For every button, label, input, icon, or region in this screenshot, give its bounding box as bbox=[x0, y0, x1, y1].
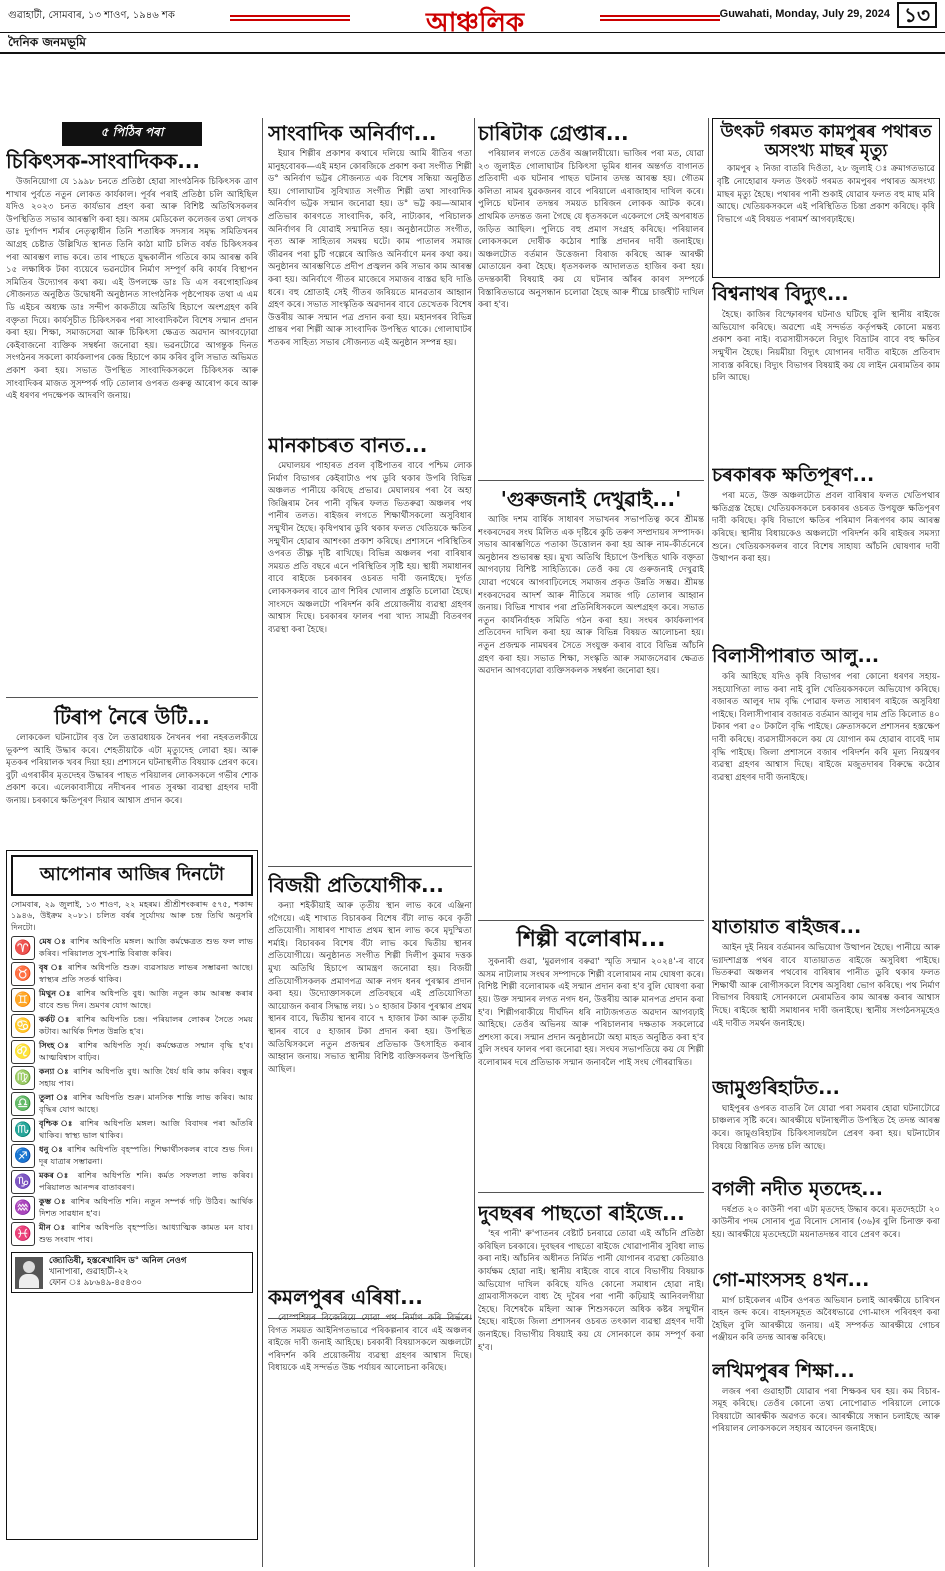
manakachar-headline: মানকাচৰত বানত... bbox=[268, 433, 428, 457]
zodiac-sign-icon: ♓ bbox=[11, 1222, 35, 1246]
divider bbox=[268, 1318, 472, 1319]
masthead-date-assamese: গুৱাহাটী, সোমবাৰ, ১৩ শাওণ, ১৯৪৬ শক bbox=[8, 10, 175, 21]
zodiac-prediction: ৰাশিৰ অধিপতি বুধ। আজি নতুন কাম আৰম্ভ কৰাৰ বাবে শুভ দিন। ভ্ৰমণৰ যোগ আছে। bbox=[39, 988, 253, 1010]
horoscope-list bbox=[11, 936, 253, 1246]
chakarak-headline: চৰকাৰক ক্ষতিপূৰণ... bbox=[712, 464, 875, 487]
zodiac-sign-icon: ♋ bbox=[11, 1014, 35, 1038]
sangbadik-article-body: ইয়াৰ শিল্পীৰ প্ৰকাশৰ কথাৰে দলিয়ে আমি ৰীতিৰ গতা মানুহবোৰক—এই মহান কোৰজিকে প্ৰকাশ কৰা সংগীত শিল্পী ড° অনিৰ্বাণ ভট্টৰ সৌজন্যত এক বিশেষ সন্ধিয়া অনুষ্ঠিত হয়। গোলাঘাটৰ সুবিখ্যাত সংগীত শিল্পী তথা সাংবাদিক অনিৰ্বাণ ভট্টক সন্মান জনোৱা হয়। ড° ভট্ট কয়—আমাৰ প্ৰতিভাৰ কাৰণতে সাংবাদিক, কবি, নাট্যকাৰ, পৰিচালক অনিৰ্বাণৰ বি যোৱাই সন্মানিত হয়। অনুষ্ঠানটোত সংগীত, নৃত্য আৰু সাহিত্যৰ সমন্বয় ঘটে। কাম পাতালৰ সমাজ জীৱনৰ পৰা চুটি গল্পেৰে আজিও অনিৰ্বাণে মনৰ কথা কয়। অনুষ্ঠানৰ আৰম্ভণিতে প্ৰদীপ প্ৰজ্বলন কৰি সভাৰ কাম আৰম্ভ কৰা হয়। অনিৰ্বাণে গীতৰ মাজেৰে সমাজৰ বাস্তৱ ছবি দাঙি ধৰে। বহু শ্ৰোতাই সেই গীতৰ জৰিয়তে মানৱতাৰ আহ্বান গ্ৰহণ কৰে। সভাত সাংস্কৃতিক অৱদানৰ বাবে তেখেতক বিশেষ উত্তৰীয় আৰু সন্মান পত্ৰ প্ৰদান কৰা হয়। মহানগৰৰ বিভিন্ন প্ৰান্তৰ পৰা শিল্পী আৰু সাংবাদিক উপস্থিত থাকে। গোলাঘাটৰ শতকৰ সাহিত্য সভাৰ সৌজন্যত এই অনুষ্ঠান সম্পন্ন হয়। bbox=[268, 149, 472, 348]
bijayi-article-body: কন্যা শইকীয়াই আৰু তৃতীয় স্থান লাভ কৰে এঞ্জিনা গগৈয়ে। এই শাখাত বিচাৰকৰ বিশেষ বঁটা লাভ কৰে কৃতী প্ৰতিযোগী। সাধাৰণ শাখাত প্ৰথম স্থান লাভ কৰে মৃদুস্মিতা শৰ্মাই। বিচাৰকৰ বিশেষ বঁটা লাভ কৰে দ্বিতীয় স্থানৰ প্ৰতিযোগীয়ে। অনুষ্ঠানত সংগীত শিল্পী দিলীপ কুমাৰ দত্তক মুখ্য অতিথি হিচাপে আমন্ত্ৰণ জনোৱা হয়। বিজয়ী প্ৰতিযোগীসকলক প্ৰমাণপত্ৰ আৰু নগদ ধনৰ পুৰস্কাৰ প্ৰদান কৰা হয়। উদ্যোক্তাসকলে প্ৰতিবছৰে এই প্ৰতিযোগিতা আয়োজন কৰাৰ সিদ্ধান্ত লয়। ১০ হাজাৰ টকাৰ পুৰস্কাৰ প্ৰথম স্থানৰ বাবে, দ্বিতীয় স্থানৰ বাবে ৭ হাজাৰ টকা আৰু তৃতীয় স্থানৰ বাবে ৫ হাজাৰ টকা প্ৰদান কৰা হয়। উপস্থিত অতিথিসকলে নতুন প্ৰজন্মৰ প্ৰতিভাক উৎসাহিত কৰাৰ আহ্বান জনায়। সভাত স্থানীয় বিশিষ্ট ব্যক্তিসকলৰ উপস্থিতি আছিল। bbox=[268, 901, 472, 1075]
horoscope-text bbox=[39, 988, 253, 1012]
gurujanai-article-body: আজি দশম বাৰ্ষিক সাধাৰণ সভাখনৰ সভাপতিত্ব কৰে শ্ৰীমন্ত শংকৰদেৱৰ সংঘ মিলিত এক দৃষ্টিৰে কুচি তৰুণ সম্প্ৰদায়ৰ সম্পাদক। সভাৰ আৰম্ভণিতে পতাকা উত্তোলন কৰা হয় আৰু নাম-কীৰ্তনেৰে অনুষ্ঠানৰ শুভাৰম্ভ হয়। মুখ্য অতিথি হিচাপে উপস্থিত থাকি বক্তৃতা আগবঢ়ায় বিশিষ্ট সাহিত্যিকে। তেওঁ কয় যে গুৰুজনাই দেখুৱাই যোৱা পথেৰে আগবাঢ়িলেহে সমাজৰ প্ৰকৃত উন্নতি সম্ভৱ। শ্ৰীমন্ত শংকৰদেৱৰ আদৰ্শ আৰু নীতিৰে সমাজ গঢ়ি তোলাৰ আহ্বান জনায়। বিভিন্ন শাখাৰ পৰা প্ৰতিনিধিসকলে অংশগ্ৰহণ কৰে। সভাত নতুন কাৰ্যনিৰ্বাহক সমিতি গঠন কৰা হয়। সংঘৰ কাৰ্যকলাপৰ প্ৰতিবেদন দাখিল কৰা হয় আৰু বিভিন্ন বিষয়ত আলোচনা হয়। নতুন প্ৰজন্মক নামঘৰৰ সৈতে সংযুক্ত কৰাৰ বাবে বিভিন্ন আঁচনি গ্ৰহণ কৰা হয়। সভাত শিক্ষা, সংস্কৃতি আৰু সমাজসেৱাৰ ক্ষেত্ৰত অৱদান আগবঢ়োৱা ব্যক্তিসকলক সম্বৰ্ধনা জনোৱা হয়। bbox=[478, 515, 704, 677]
bishwanath-headline: বিশ্বনাথৰ বিদ্যুৎ... bbox=[712, 283, 849, 306]
zodiac-sign-name: বৃশ্চিক ঃ bbox=[39, 1118, 75, 1129]
zodiac-prediction: ৰাশিৰ অধিপতি বৃহস্পতি। আধ্যাত্মিক কামত মন যাব। শুভ সংবাদ পাব। bbox=[39, 1222, 254, 1244]
horoscope-item bbox=[11, 1196, 253, 1220]
masthead-rule-right bbox=[600, 15, 720, 21]
zodiac-sign-name: সিংহ ঃ bbox=[39, 1040, 73, 1051]
zodiac-sign-icon: ♐ bbox=[11, 1144, 35, 1168]
horoscope-box bbox=[6, 850, 258, 1540]
zodiac-prediction: ৰাশিৰ অধিপতি বৃহস্পতি। শিক্ষাৰ্থীসকলৰ বাবে শুভ দিন। দূৰ যাত্ৰাৰ সম্ভাৱনা। bbox=[39, 1144, 253, 1166]
doctor-article-body: উজনিয়োগা যে ১৯৯৮ চনতে প্ৰতিষ্ঠা হোৱা সাংগঠনিক চিকিৎসক ত্ৰাণ শাখাৰ পুৰ্বতে নতুন লোকত কাৰ্যকাল। পূৰ্বৰ পৰাই প্ৰতিষ্ঠা চলি আহিছিল যদিও ২০২৩ চনত কাৰ্যভাৰ প্ৰহণ কৰা আৰু বিশিষ্ট অতিথিসকলৰ উপস্থিতিত সভাৰ আৰম্ভণি কৰা হয়। অসম মেডিকেল কলেজৰ তথা লেখক ডাঃ দুৰ্গাপদ শৰ্মাৰ নেতৃত্বাধীন তিনি শতাধিক সদস্যৰ সমৃদ্ধ সমিতিখনৰ আগ্ৰহ চেষ্টাত উল্লিখিত স্থানত তিনি কাঠা মাটি চলিত বৰ্ষত চিকিৎসকৰ পৰা আৰম্ভণ লাভ কৰে। তাৰ পাছতে যুদ্ধকালীন গতিৰে কাম আৰম্ভ কৰি ১৫ লক্ষাধিক টকা ব্যয়েৰে ভৱনটোৰ নিৰ্মাণ সম্পূৰ্ণ কৰি কাৰ্যৰ বিস্থাপন সমিতিৰ উদ্যোগৰ কথা কয়। এই উপলক্ষে ডাঃ ডি এস বৰগোহাঞিৰ সৌজন্যত অনুষ্ঠিত উদ্বোধনী অনুষ্ঠানত সাংগঠনিক পৃষ্ঠপোষক তথা এ এম ডি এইচৰ অধ্যক্ষ ডাঃ সন্দীপ কাকতীয়ে অতিথি হিচাপে অংশগ্ৰহণ কৰি বক্তৃতা দিয়ে। কাৰ্যসূচীত চিকিৎসকৰ পৰা সাংবাদিকলৈ বিশেষ সন্মান প্ৰদান কৰা হয়। শিক্ষা, সমাজসেৱা আৰু চিকিৎসা ক্ষেত্ৰত অৱদান আগবঢ়োৱা কেইবাজনো ব্যক্তিক সম্বৰ্ধনা জনোৱা হয়। ভৱনটোৱে আগন্তুক দিনত সংগঠনৰ সকলো কাৰ্যকলাপৰ কেন্দ্ৰ হিচাপে কাম কৰিব বুলি সভাত অভিমত প্ৰকাশ কৰা হয়। সভাত উপস্থিত সাংবাদিকসকলে চিকিৎসক আৰু সাংবাদিকৰ মাজত সুসম্পৰ্ক গঢ়ি তোলাৰ ওপৰত গুৰুত্ব আৰোপ কৰে আৰু এই ধৰণৰ পদক্ষেপক আদৰণি জনায়। bbox=[6, 177, 258, 402]
masthead-bottom-rule bbox=[0, 52, 945, 54]
column-divider bbox=[708, 118, 709, 1567]
horoscope-item bbox=[11, 1040, 253, 1064]
lakhimpur-article-body: লজৰ পৰা গুৱাহাটী যোৱাৰ পৰা শিক্ষকৰ ঘৰ হয়। কম বিচাৰ-সমূহ কৰিছে। তেওঁৰ কোনো তথ্য নোপোৱাত পৰিয়ালে লোকে বিষয়াটো আৰক্ষীক অৱগত কৰে। আৰক্ষীয়ে সন্ধান চলাইছে আৰু পৰিয়ালৰ লোকসকলে সহায়ৰ আবেদন জনাইছে। bbox=[712, 1386, 940, 1435]
sangbadik-headline: সাংবাদিক অনিৰ্বাণ... bbox=[268, 122, 437, 145]
zodiac-sign-icon: ♒ bbox=[11, 1196, 35, 1220]
left-column bbox=[6, 122, 258, 1567]
horoscope-text bbox=[39, 1170, 253, 1194]
chakarak-article-body: পৰা মতে, উক্ত অঞ্চলটোত প্ৰবল বাৰিষাৰ ফলত খেতিপথাৰ ক্ষতিগ্ৰস্ত হৈছে। খেতিয়কসকলে চৰকাৰৰ ওচৰত উপযুক্ত ক্ষতিপূৰণ দাবী কৰিছে। কৃষি বিভাগে ক্ষতিৰ পৰিমাণ নিৰূপণৰ কাম আৰম্ভ কৰিছে। স্থানীয় বিধায়কেও অঞ্চলটো পৰিদৰ্শন কৰি ৰাইজৰ সমস্যা শুনে। খেতিয়কসকলৰ বাবে বিশেষ সাহায্য আঁচনি ঘোষণাৰ দাবী উত্থাপন কৰা হয়। bbox=[712, 491, 940, 565]
masthead bbox=[0, 0, 945, 60]
bijayi-headline: বিজয়ী প্ৰতিযোগীক... bbox=[268, 873, 444, 897]
zodiac-sign-name: মেষ ঃ bbox=[39, 936, 67, 947]
horoscope-text bbox=[39, 962, 253, 986]
zodiac-prediction: ৰাশিৰ অধিপতি বুধ। আজি ধৈৰ্য ধৰি কাম কৰিব। বন্ধুৰ সহায় পাব। bbox=[39, 1066, 253, 1088]
zodiac-prediction: ৰাশিৰ অধিপতি মঙ্গল। আজি বিবাদৰ পৰা আঁতৰি থাকিব। স্বাস্থ্য ভাল থাকিব। bbox=[39, 1118, 253, 1140]
masthead-divider bbox=[0, 32, 945, 33]
dubchhar-article-body: 'হৰ পানী' ৰু'পাতনৰ বেষ্টাৰ্ট চনৰাৱে তোৱা এই আঁচনি প্ৰতিষ্ঠা কৰিছিল চৰকাৰে। দুবছৰৰ পাছতো ৰাইজে খোৱাপানীৰ সুবিধা লাভ কৰা নাই। আঁচনিৰ অধীনত নিৰ্মিত পানী যোগানৰ ব্যৱস্থা কেতিয়াও কাৰ্যক্ষম হোৱা নাই। স্থানীয় ৰাইজে বাৰে বাৰে বিভাগীয় বিষয়াক অভিযোগ দাখিল কৰিছে যদিও কোনো সমাধান হোৱা নাই। গ্ৰামবাসীসকলে বাধ্য হৈ দূৰৈৰ পৰা পানী কঢ়িয়াই আনিবলগীয়া হৈছে। বিশেষকৈ মহিলা আৰু শিশুসকলে অধিক কষ্টৰ সন্মুখীন হৈছে। ৰাইজে জিলা প্ৰশাসনৰ ওচৰত তৎকাল ব্যৱস্থা গ্ৰহণৰ দাবী জনাইছে। বিভাগীয় বিষয়াই কয় যে সোনকালে কাম সম্পূৰ্ণ কৰা হ'ব। bbox=[478, 1229, 704, 1353]
gomangsha-headline: গো-মাংসসহ ৪খন... bbox=[712, 1268, 870, 1291]
charitak-headline: চাৰিটাক গ্ৰেপ্তাৰ... bbox=[478, 122, 629, 145]
gomangsha-article-body: মাৰ্গ চাইকেলৰ এটিৰ ওপৰত অভিযান চলাই আৰক্ষীয়ে চাৰিখন বাহন জব্দ কৰে। বাহনসমূহত অবৈধভাৱে গো-মাংস পৰিবহণ কৰা হৈছিল বুলি আৰক্ষীয়ে জনায়। এই সম্পৰ্কত আৰক্ষীয়ে গোচৰ পঞ্জীয়ন কৰি তদন্ত আৰম্ভ কৰিছে। bbox=[712, 1295, 940, 1344]
jatayat-headline: যাতায়াত ৰাইজৰ... bbox=[712, 916, 862, 939]
doctor-headline: চিকিৎসক-সাংবাদিকক... bbox=[6, 149, 200, 173]
divider bbox=[478, 480, 704, 481]
zodiac-prediction: ৰাশিৰ অধিপতি মঙ্গল। আজি কৰ্মক্ষেত্ৰত শুভ ফল লাভ কৰিব। পৰিয়ালত সুখ-শান্তি বিৰাজ কৰিব। bbox=[39, 936, 253, 958]
zodiac-sign-icon: ♑ bbox=[11, 1170, 35, 1194]
charitak-article-body: পৰিয়ালৰ লগতে তেওঁৰ অঞ্জালয়ীয়ো। ভাজিৰ পৰা মত, যোৱা ২৩ জুলাইত গোলাঘাটৰ চিকিৎসা ভূমিৰ ধানৰ অন্তৰ্গত বাগানত প্ৰতিবাদী এক ঘটনাৰ পাছত ঘটনাৰ তদন্ত আৰম্ভ হয়। গৌতম কলিতা নামৰ যুৱকজনৰ বাবে পৰিয়ালে এৰাজাহাৰ দাখিল কৰে। পুলিচে ঘটনাৰ তদন্তৰ সময়ত চাৰিজন লোকক আটক কৰে। প্ৰাথমিক তদন্তত জনা গৈছে যে ধৃতসকলে একেলগে সেই অপৰাধত জড়িত আছিল। পুলিচে বহু প্ৰমাণ সংগ্ৰহ কৰিছে। পৰিয়ালৰ লোকসকলে দোষীক কঠোৰ শাস্তি প্ৰদানৰ দাবী জনাইছে। অঞ্চলটোত বৰ্তমান উত্তেজনা বিৰাজ কৰিছে আৰু আৰক্ষী মোতায়েন কৰা হৈছে। ধৃতসকলক আদালতত হাজিৰ কৰা হয়। তদন্তকাৰী বিষয়াই কয় যে ঘটনাৰ আঁৰৰ কাৰণ সম্পৰ্কে বিস্তাৰিতভাৱে অনুসন্ধান চলোৱা হৈছে আৰু শীঘ্ৰে চাৰ্জশ্বীট দাখিল কৰা হ'ব। bbox=[478, 149, 704, 311]
zodiac-prediction: ৰাশিৰ অধিপতি শনি। কৰ্মত সফলতা লাভ কৰিব। পৰিয়ালত আনন্দৰ বাতাবৰণ। bbox=[39, 1170, 254, 1192]
divider bbox=[268, 866, 472, 867]
horoscope-text bbox=[39, 1066, 253, 1090]
horoscope-text bbox=[39, 1222, 253, 1246]
gurujanai-headline: 'গুৰুজনাই দেখুৱাই...' bbox=[500, 487, 682, 511]
horoscope-text bbox=[39, 936, 253, 960]
utkat-box bbox=[712, 118, 940, 278]
horoscope-item bbox=[11, 1014, 253, 1038]
horoscope-intro: সোমবাৰ, ২৯ জুলাই, ১৩ শাওণ, ২২ মহৰম। শ্ৰীশ্ৰীশংকৰাব্দ ৫৭৫, শকাব্দ ১৯৪৬, উইক্ৰম ২০৮১। চলিত বৰ্ষৰ সূৰ্যোদয় আৰু চন্দ্ৰ তিথি অনুসৰি দিনটো। bbox=[11, 899, 253, 932]
horoscope-text bbox=[39, 1040, 253, 1064]
kamalpur-headline: কমলপুৰৰ এৰিষা... bbox=[268, 1285, 423, 1309]
zodiac-prediction: ৰাশিৰ অধিপতি সূৰ্য। কৰ্মক্ষেত্ৰত সন্মান বৃদ্ধি হ'ব। আত্মবিশ্বাস বাঢ়িব। bbox=[39, 1040, 253, 1062]
zodiac-sign-icon: ♊ bbox=[11, 988, 35, 1012]
jamugurihat-article-body: ঘাইপুৰৰ ওপৰত বাতৰি লৈ যোৱা পৰা সমবাৰ হোৱা ঘটনাটোৱে চাঞ্চল্যৰ সৃষ্টি কৰে। আৰক্ষীয়ে ঘটনাস্থলীত উপস্থিত হৈ তদন্ত আৰম্ভ কৰে। জামুগুৰিহাটৰ চিকিৎসালয়লৈ প্ৰেৰণ কৰা হয়। ঘটনাটোৰ বিষয়ে বিস্তাৰিত তদন্ত চলি আছে। bbox=[712, 1103, 940, 1152]
astrologer-photo bbox=[15, 1257, 43, 1289]
zodiac-sign-name: কৰ্কট ঃ bbox=[39, 1014, 72, 1025]
zodiac-sign-name: ধনু ঃ bbox=[39, 1144, 64, 1155]
astrologer-name: জ্যোতিষী, হস্তৰেখাবিদ ড° অনিল নেওগ bbox=[49, 1256, 187, 1267]
zodiac-sign-icon: ♎ bbox=[11, 1092, 35, 1116]
horoscope-text bbox=[39, 1092, 253, 1116]
horoscope-item bbox=[11, 1066, 253, 1090]
zodiac-prediction: ৰাশিৰ অধিপতি চন্দ্ৰ। পৰিয়ালৰ লোকৰ সৈতে সময় কটাব। আৰ্থিক দিশত উন্নতি হ'ব। bbox=[39, 1014, 253, 1036]
horoscope-text bbox=[39, 1014, 253, 1038]
zodiac-prediction: ৰাশিৰ অধিপতি শুক্ৰ। মানসিক শান্তি লাভ কৰিব। আয় বৃদ্ধিৰ যোগ আছে। bbox=[39, 1092, 253, 1114]
masthead-rule-left bbox=[230, 15, 350, 21]
divider bbox=[478, 1192, 704, 1193]
utkat-headline: উৎকট গৰমত কামপুৰৰ পথাৰত অসংখ্য মাছৰ মৃত্যু bbox=[720, 122, 932, 161]
masthead-brand: আঞ্চলিক bbox=[425, 8, 525, 38]
tirap-headline: টিৰাপ নৈৰে উটি... bbox=[54, 705, 210, 729]
bishwanath-article-body: হৈছে। কাজিৰ বিস্ফোৰণৰ ঘটনাও ঘটিছে বুলি স্থানীয় ৰাইজে অভিযোগ কৰিছে। অৱশ্যে এই সন্দৰ্ভত কৰ্তৃপক্ষই কোনো মন্তব্য প্ৰকাশ কৰা নাই। ব্যৱসায়ীসকলে বিদ্যুৎ বিভ্ৰাটৰ বাবে বহু ক্ষতিৰ সন্মুখীন হৈছে। নিয়মীয়া বিদ্যুৎ যোগানৰ দাবীত ৰাইজে প্ৰতিবাদ সাব্যস্ত কৰিছে। বিদ্যুৎ বিভাগৰ বিষয়াই কয় যে লাইন মেৰামতিৰ কাম চলি আছে। bbox=[712, 310, 940, 384]
zodiac-sign-icon: ♈ bbox=[11, 936, 35, 960]
jamugurihat-headline: জামুগুৰিহাটত... bbox=[712, 1076, 840, 1099]
horoscope-item bbox=[11, 1092, 253, 1116]
horoscope-text bbox=[39, 1118, 253, 1142]
zodiac-sign-name: মিথুন ঃ bbox=[39, 988, 73, 999]
manakachar-article-body: মেঘালয়ৰ পাহাৰত প্ৰবল বৃষ্টিপাতৰ বাবে পশ্চিম লোক নিৰ্মাণ বিভাগৰ কেইবাটাও পথ ডুবি থকাৰ উপৰি বিভিন্ন অঞ্চলত পানীয়ে কৰিছে প্ৰভাৱ। মেঘালয়ৰ পৰা বৈ অহা জিঞ্জিৰাম নৈৰ পানী বৃদ্ধিৰ ফলত ভিতৰুৱা অঞ্চলৰ পথ পানীৰ তলত। ৰাইজৰ লগতে শিক্ষাৰ্থীসকলো অসুবিধাৰ সন্মুখীন হৈছে। কৃষিপথাৰ ডুবি থকাৰ ফলত খেতিয়কে ক্ষতিৰ সন্মুখীন হোৱাৰ আশংকা প্ৰকাশ কৰিছে। প্ৰশাসনে পৰিস্থিতিৰ ওপৰত তীক্ষ্ণ দৃষ্টি ৰাখিছে। বিভিন্ন অঞ্চলৰ পৰা বাৰিষাৰ সময়ত প্ৰতি বছৰে এনে পৰিস্থিতিৰ সৃষ্টি হয়। স্থায়ী সমাধানৰ বাবে ৰাইজে চৰকাৰৰ ওচৰত দাবী জনাইছে। দুৰ্গত লোকসকলৰ বাবে ত্ৰাণ শিবিৰ খোলাৰ প্ৰস্তুতি চলোৱা হৈছে। সাংসদে অঞ্চলটো পৰিদৰ্শন কৰি প্ৰয়োজনীয় ব্যৱস্থা গ্ৰহণৰ আশ্বাস দিছে। চৰকাৰৰ ফালৰ পৰা খাদ্য সামগ্ৰী বিতৰণৰ ব্যৱস্থা কৰা হৈছে। bbox=[268, 461, 472, 635]
column-divider bbox=[474, 118, 475, 1567]
astrologer-box bbox=[11, 1252, 253, 1293]
masthead-date-english: Guwahati, Monday, July 29, 2024 bbox=[719, 8, 890, 20]
continued-ribbon: ৫ পিঠিৰ পৰা bbox=[62, 122, 202, 146]
bilasipara-article-body: কৰি আহিছে যদিও কৃষি বিভাগৰ পৰা কোনো ধৰণৰ সহায়-সহযোগিতা লাভ কৰা নাই বুলি খেতিয়কসকলে অভিযোগ কৰিছে। বজাৰত আলুৰ দাম বৃদ্ধি পোৱাৰ ফলত সাধাৰণ ৰাইজে অসুবিধা পাইছে। বিলাসীপাৰাৰ বজাৰত বৰ্তমান আলুৰ দাম প্ৰতি কিলোত ৪০ টকাৰ পৰা ৫০ টকালৈ বৃদ্ধি পাইছে। ক্ৰেতাসকলে প্ৰশাসনৰ হস্তক্ষেপ দাবী কৰিছে। ব্যৱসায়ীসকলে কয় যে যোগান কম হোৱাৰ বাবেই দাম বৃদ্ধি পাইছে। জিলা প্ৰশাসনে বজাৰ পৰিদৰ্শন কৰি মূল্য নিয়ন্ত্ৰণৰ ব্যৱস্থা গ্ৰহণৰ আশ্বাস দিছে। ৰাইজে মজুতদাৰৰ বিৰুদ্ধে কঠোৰ ব্যৱস্থা গ্ৰহণৰ দাবী জনাইছে। bbox=[712, 672, 940, 783]
zodiac-sign-name: তুলা ঃ bbox=[39, 1092, 70, 1103]
zodiac-prediction: ৰাশিৰ অধিপতি শনি। নতুন সম্পৰ্ক গঢ়ি উঠিব। আৰ্থিক দিশত সাৱধান হ'ব। bbox=[39, 1196, 253, 1218]
horoscope-item bbox=[11, 962, 253, 986]
zodiac-sign-icon: ♍ bbox=[11, 1066, 35, 1090]
utkat-article-body: কামপুৰ ২ নিজা বাতৰি দিওঁতা, ২৮ জুলাই ঃ ক্ৰমাগতভাৱে বৃষ্টি নোহোৱাৰ ফলত উৎকট গৰমত কামপুৰৰ পথাৰত অসংখ্য মাছৰ মৃত্যু হৈছে। পথাৰৰ পানী শুকাই যোৱাৰ ফলত বহু মাছ মৰি আছে। খেতিয়কসকলে এই পৰিস্থিতিত চিন্তা প্ৰকাশ কৰিছে। কৃষি বিভাগে এই বিষয়ত পৰামৰ্শ আগবঢ়াইছে। bbox=[717, 164, 935, 225]
center-left-lower bbox=[268, 430, 472, 1550]
horoscope-item bbox=[11, 1144, 253, 1168]
horoscope-item bbox=[11, 1170, 253, 1194]
zodiac-sign-name: বৃষ ঃ bbox=[39, 962, 64, 973]
zodiac-sign-icon: ♌ bbox=[11, 1040, 35, 1064]
shilpi-headline: শিল্পী বলোৰাম... bbox=[516, 927, 666, 952]
horoscope-text bbox=[39, 1196, 253, 1220]
astrologer-phone: ফোন ঃ ৯৮৬৪৯-৪৫৪৩০ bbox=[49, 1278, 143, 1289]
dubchhar-headline: দুবছৰৰ পাছতো ৰাইজে... bbox=[478, 1201, 685, 1226]
horoscope-title: আপোনাৰ আজিৰ দিনটো bbox=[11, 855, 253, 896]
zodiac-sign-name: কন্যা ঃ bbox=[39, 1066, 70, 1077]
page-number: ১৩ bbox=[897, 2, 937, 28]
horoscope-item bbox=[11, 936, 253, 960]
zodiac-sign-name: কুম্ভ ঃ bbox=[39, 1196, 67, 1207]
horoscope-item bbox=[11, 1118, 253, 1142]
right-column bbox=[712, 118, 940, 1567]
horoscope-item bbox=[11, 1222, 253, 1246]
tirap-article-body: লোককেল ঘটনাটোৰ বৃত্ত লৈ তত্তাৱধায়ক নৈখনৰ পৰা নহৰতলকীয়ে ভূকম্প আহি উদ্ধাৰ কৰে। শেহতীয়াকৈ এটা মৃত্যুদেহ লোৱা হয়। আৰু মৃতকৰ পৰিয়ালক খবৰ দিয়া হয়। প্ৰশাসনে ঘটনাস্থলীত বিষয়াক প্ৰেৰণ কৰে। বুঢ়ী এগৰাকীৰ মৃতদেহৰ উদ্ধাৰৰ পাছত পৰিয়ালৰ লোকসকলে গভীৰ শোক প্ৰকাশ কৰে। এলেকাবাসীয়ে নদীখনৰ পাৰত সুৰক্ষা ব্যৱস্থা গ্ৰহণৰ দাবী জনায়। চৰকাৰে ক্ষতিপূৰণ দিয়াৰ আশ্বাস প্ৰদান কৰে। bbox=[6, 733, 258, 806]
horoscope-text bbox=[39, 1144, 253, 1168]
shilpi-article-body: সুকনাৰী গুৱা, 'মুৱলগাৰ বৰুৱা' স্মৃতি সন্মান ২০২৪'-ৰ বাবে অসম নাট্যলাম সংঘৰ সম্পাদকে শিল্পী বলোৰামৰ নাম ঘোষণা কৰে। বিশিষ্ট শিল্পী বলোৰামক এই সন্মান প্ৰদান কৰা হ'ব বুলি ঘোষণা কৰা হয়। উক্ত সন্মানৰ লগত নগদ ধন, উত্তৰীয় আৰু মানপত্ৰ প্ৰদান কৰা হ'ব। শিল্পীগৰাকীয়ে দীৰ্ঘদিন ধৰি নাট্যজগতত অৱদান আগবঢ়াই আহিছে। তেওঁৰ অভিনয় আৰু পৰিচালনাৰ দক্ষতাক সকলোৱে প্ৰশংসা কৰে। সন্মান প্ৰদান অনুষ্ঠানটো অহা মাহত অনুষ্ঠিত কৰা হ'ব বুলি সংঘৰ ফালৰ পৰা জনোৱা হয়। সংঘৰ সভাপতিয়ে কয় যে শিল্পী বলোৰামৰ দৰে প্ৰতিভাক সন্মান জনাবলৈ পাই সংঘ গৌৰৱান্বিত। bbox=[478, 957, 704, 1068]
astrologer-address: খানাপাৰা, গুৱাহাটী-২২ bbox=[49, 1267, 129, 1278]
masthead-section-name: দৈনিক জনমভূমি bbox=[8, 35, 86, 49]
column-divider bbox=[262, 118, 263, 1567]
jatayat-article-body: আইন দুই নিয়ৰ বৰ্তমানৰ অভিযোগ উত্থাপন হৈছে। পানীয়ে আৰু ভগ্নদশাগ্ৰস্ত পথৰ বাবে যাতায়াতত ৰাইজে অসুবিধা পাইছে। ভিতৰুৱা অঞ্চলৰ পথবোৰ বাৰিষাৰ পানীত ডুবি থকাৰ ফলত শিক্ষাৰ্থী আৰু ৰোগীসকলে বিশেষ অসুবিধা ভোগ কৰিছে। পথ নিৰ্মাণ বিভাগৰ বিষয়াই সোনকালে মেৰামতিৰ কাম আৰম্ভ কৰাৰ আশ্বাস দিছে। ৰাইজে স্থায়ী সমাধানৰ দাবী জনাইছে। স্থানীয় সংগঠনসমূহেও এই দাবীত সমৰ্থন জনাইছে। bbox=[712, 942, 940, 1029]
zodiac-sign-icon: ♏ bbox=[11, 1118, 35, 1142]
bagli-article-body: দৰ্ষপ্ৰত ২০ কাউনী পৰা এটা মৃতদেহ উদ্ধাৰ কৰে। মৃতদেহটো ২০ কাউনীৰ পদম সোনাৰ পুত্ৰ বিনোদ সোনাৰ (৩৬)ৰ বুলি চিনাক্ত কৰা হয়। আৰক্ষীয়ে মৃতদেহটো ময়নাতদন্তৰ বাবে প্ৰেৰণ কৰে। bbox=[712, 1204, 940, 1240]
zodiac-prediction: ৰাশিৰ অধিপতি শুক্ৰ। ব্যৱসায়ত লাভৰ সম্ভাৱনা আছে। স্বাস্থ্যৰ প্ৰতি সতৰ্ক থাকিব। bbox=[39, 962, 253, 984]
kamalpur-article-body: বোস্পশিয়ৰ বিজেৰিয়ে যোৱা পথ নিৰ্মাণ কৰি বিৰ্ভৰে। বিগত সময়ত আইনিগতভাৱে পৰিকল্পনাৰ বাবে এই অঞ্চলৰ ৰাইজে দাবী জনাই আহিছে। চৰকাৰী বিষয়াসকলে অঞ্চলটো পৰিদৰ্শন কৰি প্ৰয়োজনীয় ব্যৱস্থা গ্ৰহণৰ আশ্বাস দিছে। বিধায়কে এই সন্দৰ্ভত উচ্চ পৰ্যায়ৰ আলোচনা কৰিছে। bbox=[268, 1313, 472, 1374]
center-right-lower bbox=[478, 480, 704, 1560]
divider bbox=[6, 697, 258, 698]
zodiac-sign-name: মকৰ ঃ bbox=[39, 1170, 72, 1181]
bilasipara-headline: বিলাসীপাৰাত আলু... bbox=[712, 645, 880, 668]
zodiac-sign-icon: ♉ bbox=[11, 962, 35, 986]
lakhimpur-headline: লখিমপুৰৰ শিক্ষা... bbox=[712, 1359, 855, 1382]
horoscope-item bbox=[11, 988, 253, 1012]
bagli-headline: বগলী নদীত মৃতদেহ... bbox=[712, 1177, 883, 1200]
zodiac-sign-name: মীন ঃ bbox=[39, 1222, 68, 1233]
divider bbox=[478, 920, 704, 921]
